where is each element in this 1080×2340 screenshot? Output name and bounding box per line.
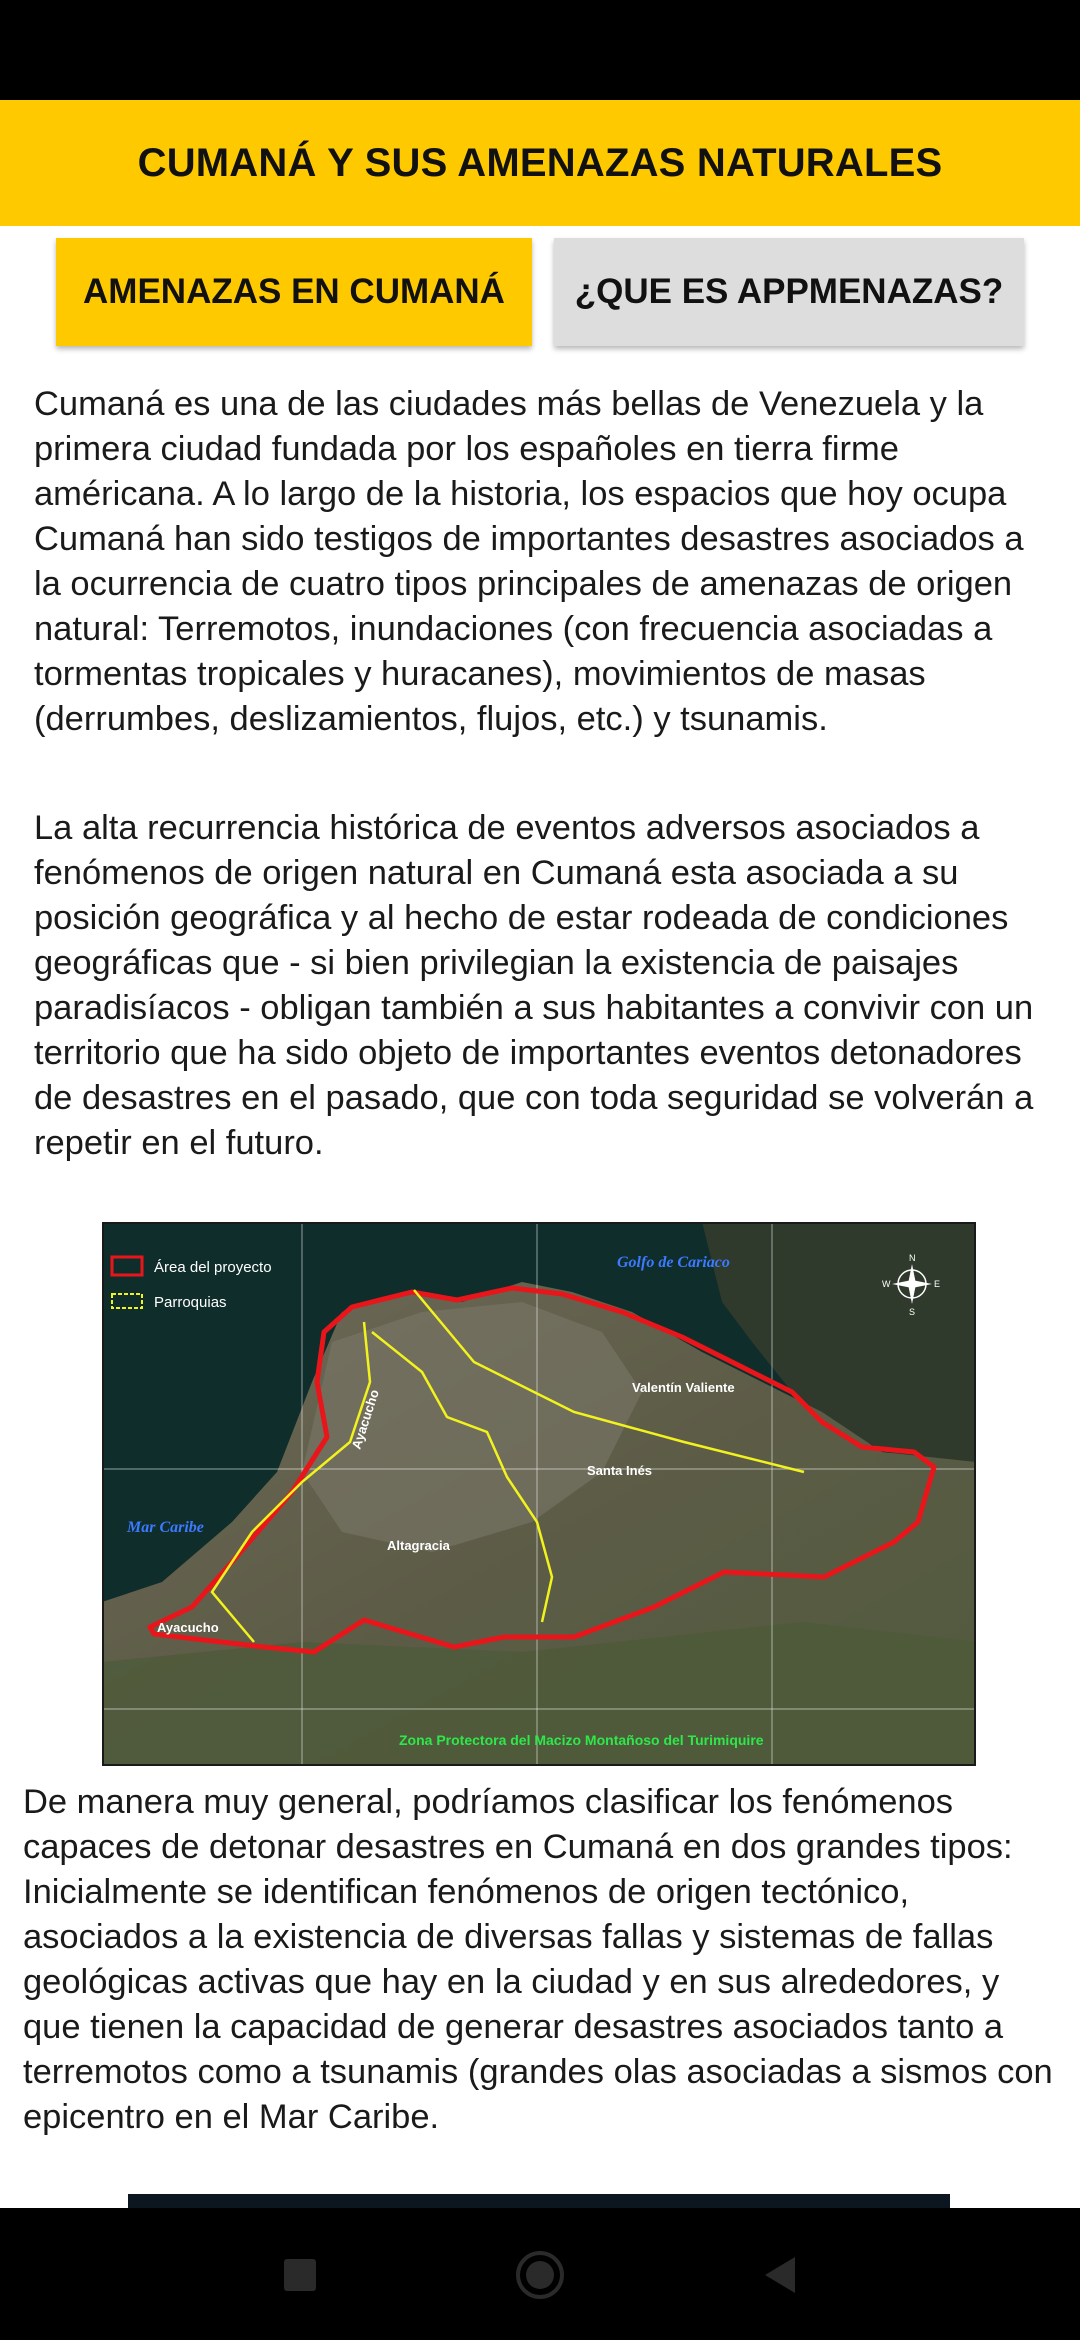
home-circle-icon: [516, 2251, 564, 2299]
map-label-ayacucho-vertical: Ayacucho: [348, 1387, 382, 1451]
home-button[interactable]: [505, 2240, 575, 2310]
recent-apps-button[interactable]: [265, 2240, 335, 2310]
intro-paragraph: Cumaná es una de las ciudades más bellas de Venezuela y la primera ciudad fundada por los españoles en tierra firme américana. A lo largo de la historia, los espacios que hoy ocupa Cumaná han sido testigos de importantes desastres asociados a la ocurrencia de cuatro tipos principales de amenazas de origen natural: Terremotos, inundaciones (con frecuencia asociadas a tormentas tropicales y huracanes), movimientos de masas (derrumbes, deslizamientos, flujos, etc.) y tsunamis.: [34, 385, 1024, 738]
compass-w: W: [882, 1279, 891, 1289]
legend-parish-label: Parroquias: [154, 1294, 227, 1311]
map-label-santa-ines: Santa Inés: [587, 1463, 653, 1478]
tab-que-es-appmenazas[interactable]: ¿QUE ES APPMENAZAS?: [554, 238, 1024, 346]
app-header: [0, 100, 1080, 226]
back-button[interactable]: [745, 2240, 815, 2310]
status-bar: [0, 0, 1080, 100]
legend-project-label: Área del proyecto: [154, 1259, 272, 1276]
map-label-valentin: Valentín Valiente: [632, 1380, 735, 1395]
tab-bar: [56, 238, 1024, 346]
map-label-gulf: Golfo de Cariaco: [617, 1254, 730, 1271]
compass-s: S: [909, 1307, 916, 1317]
map-label-altagracia: Altagracia: [387, 1538, 450, 1553]
classification-paragraph: De manera muy general, podríamos clasificar los fenómenos capaces de detonar desastres en Cumaná en dos grandes tipos: Inicialmente se identifican fenómenos de origen tectónico, asociados a la existencia de diversas fallas y sistemas de fallas geológicas activas que hay en la ciudad y en sus alrededores, y que tienen la capacidad de generar desastres asociados tanto a terremotos como a tsunamis (grandes olas asociadas a sismos con epicentro en el Mar Caribe.: [23, 1783, 1053, 2136]
tab-amenazas-en-cumana[interactable]: AMENAZAS EN CUMANÁ: [56, 238, 532, 346]
compass-e: E: [934, 1279, 941, 1289]
compass-n: N: [909, 1253, 916, 1263]
page-title: CUMANÁ Y SUS AMENAZAS NATURALES: [137, 140, 943, 185]
map-label-sea: Mar Caribe: [127, 1519, 204, 1536]
back-triangle-icon: [765, 2257, 795, 2293]
history-paragraph: La alta recurrencia histórica de eventos adversos asociados a fenómenos de origen natural en Cumaná esta asociada a su posición geográfica y al hecho de estar rodeada de condiciones geográficas que - si bien privilegian la existencia de paisajes paradisíacos - obligan también a sus habitantes a convivir con un territorio que ha sido objeto de importantes eventos detonadores de desastres en el pasado, que con toda seguridad se volverán a repetir en el futuro.: [34, 809, 1034, 1162]
map-label-ayacucho: Ayacucho: [157, 1620, 219, 1635]
square-icon: [284, 2259, 316, 2291]
map-label-zona: Zona Protectora del Macizo Montañoso del Turimiquire: [399, 1732, 764, 1748]
scroll-content-edge: [128, 2194, 950, 2208]
project-area-map: [102, 1222, 976, 1766]
